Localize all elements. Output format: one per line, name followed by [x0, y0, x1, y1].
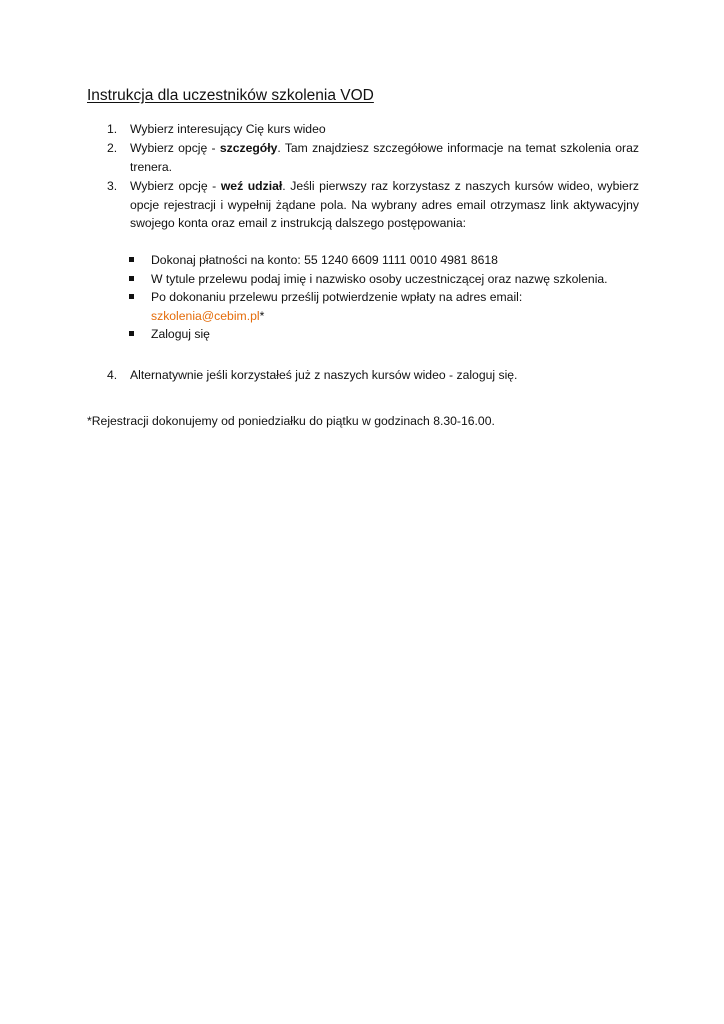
bullet-item-confirmation — [128, 288, 638, 325]
square-bullet-icon — [129, 276, 134, 281]
step-text: Alternatywnie jeśli korzystałeś już z naszych kursów wideo - zaloguj się. — [130, 368, 518, 382]
bullet-text: Po dokonaniu przelewu prześlij potwierdzenie wpłaty na adres email: — [151, 290, 523, 304]
step-text-line-3: swojego konta oraz email z instrukcją dalszego postępowania: — [130, 216, 467, 230]
bullet-item-login — [128, 325, 638, 344]
bullet-text: Zaloguj się — [151, 327, 210, 341]
document-title: Instrukcja dla uczestników szkolenia VOD — [87, 87, 374, 104]
bullet-item-transfer-title — [128, 270, 638, 289]
bullet-item-payment — [128, 251, 638, 270]
step-number: 1. — [107, 122, 118, 136]
square-bullet-icon — [129, 257, 134, 262]
step-text-pre: Wybierz opcję - — [130, 141, 220, 155]
bullet-list — [128, 251, 638, 344]
square-bullet-icon — [129, 331, 134, 336]
step-text-line-2: opcje rejestracji i wypełnij żądane pola. Na wybrany adres email otrzymasz link aktywacyjny — [130, 197, 639, 212]
step-text-line-2: trenera. — [130, 159, 173, 174]
bullet-text: W tytule przelewu podaj imię i nazwisko osoby uczestniczącej oraz nazwę szkolenia. — [151, 271, 608, 286]
list-item-step-1 — [87, 120, 639, 139]
step-text-line-1 — [130, 177, 639, 196]
step-number: 3. — [107, 179, 118, 193]
email-asterisk: * — [259, 308, 265, 323]
step-text-bold: szczegóły — [219, 141, 278, 155]
step-text-post: . Jeśli pierwszy raz korzystasz z naszych kursów wideo, wybierz — [282, 179, 639, 193]
step-number: 4. — [107, 368, 118, 382]
step-number: 2. — [107, 141, 118, 155]
email-link[interactable]: szkolenia@cebim.pl — [151, 308, 260, 323]
step-text-post: . Tam znajdziesz szczegółowe informacje na temat szkolenia oraz — [277, 141, 639, 155]
list-item-step-2 — [87, 139, 639, 176]
list-item-step-3 — [87, 177, 639, 233]
step-text-bold: weź udział — [220, 179, 283, 193]
step-text-line-1 — [130, 139, 639, 158]
step-text: Wybierz interesujący Cię kurs wideo — [130, 122, 326, 136]
footnote: *Rejestracji dokonujemy od poniedziałku do piątku w godzinach 8.30-16.00. — [87, 414, 495, 428]
bullet-text: Dokonaj płatności na konto: 55 1240 6609 1111 0010 4981 8618 — [151, 253, 498, 267]
list-item-step-4 — [87, 366, 639, 385]
step-text-pre: Wybierz opcję - — [130, 179, 221, 193]
square-bullet-icon — [129, 294, 134, 299]
